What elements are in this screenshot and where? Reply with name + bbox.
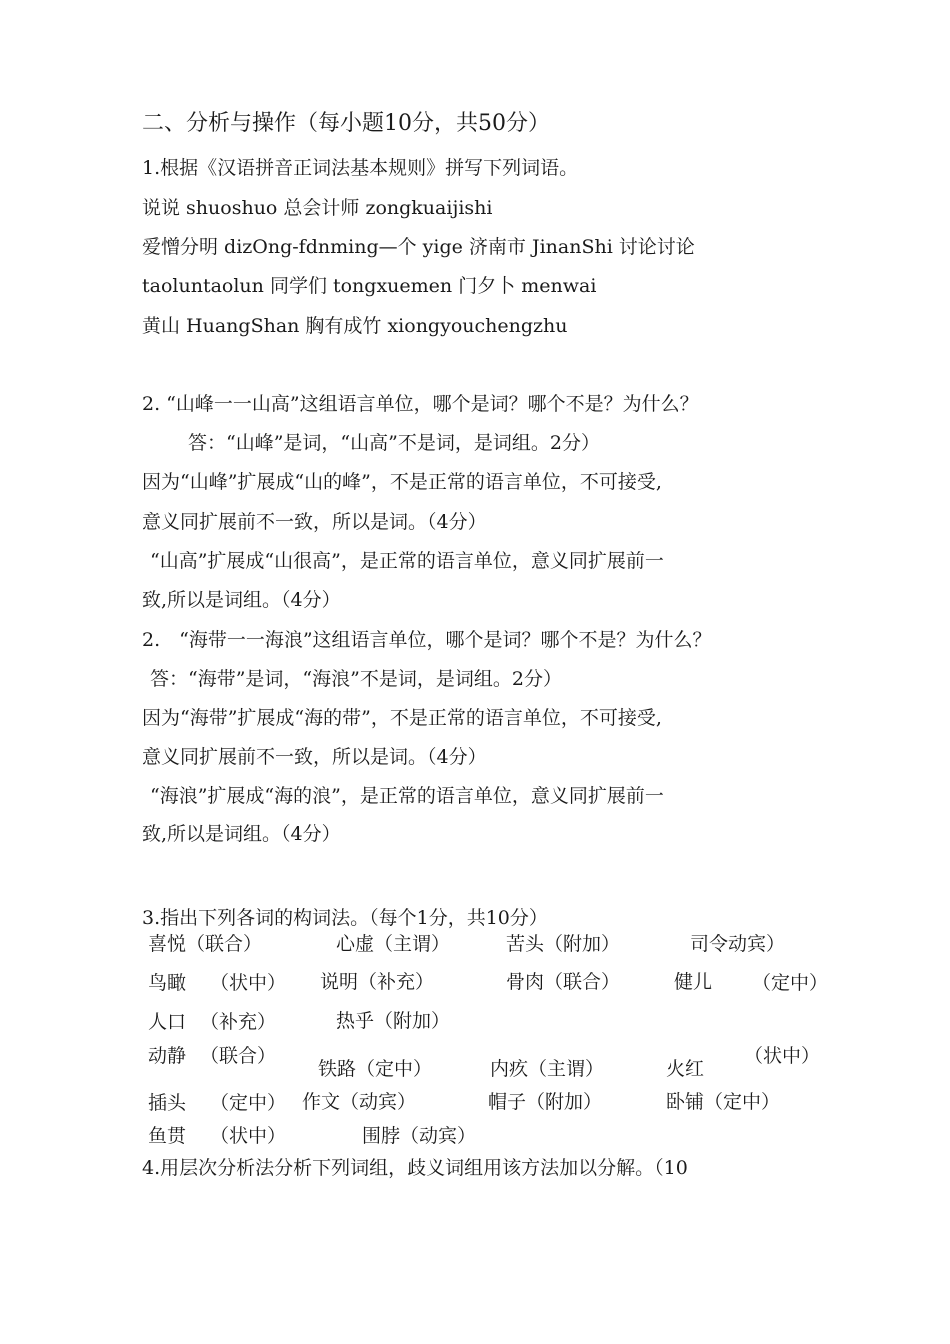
q3-cell-r3c1-word: 人口 <box>148 1011 187 1033</box>
q3-cell-r2c4-word: 健儿 <box>674 971 713 993</box>
q2a-answer: 答：“山峰”是词，“山高”不是词，是词组。2分） <box>188 432 600 454</box>
q2a-reason-1: 因为“山峰”扩展成“山的峰”，不是正常的语言单位，不可接受, <box>142 471 662 493</box>
q3-cell-r6c1-word: 鱼贯 <box>148 1125 187 1147</box>
q3-cell-r2c3: 骨肉（联合） <box>506 971 621 993</box>
q3-cell-r4c4-type: （状中） <box>744 1045 821 1067</box>
q3-cell-r5c4: 卧铺（定中） <box>666 1091 781 1113</box>
q3-cell-r6c2: 围脖（动宾） <box>362 1125 477 1147</box>
q3-cell-r2c1-word: 鸟瞰 <box>148 972 187 994</box>
q2b-reason-1: 因为“海带”扩展成“海的带”，不是正常的语言单位，不可接受, <box>142 707 662 729</box>
q3-cell-r3c1-type: （补充） <box>200 1011 277 1033</box>
q3-cell-r2c1-type: （状中） <box>210 972 287 994</box>
q3-prompt: 3.指出下列各词的构词法。（每个1分，共10分） <box>142 907 548 929</box>
q3-cell-r5c2: 作文（动宾） <box>302 1091 417 1113</box>
q3-cell-r1c2: 心虚（主谓） <box>336 933 451 955</box>
q2b-reason-2: “海浪”扩展成“海的浪”，是正常的语言单位，意义同扩展前一 <box>150 785 664 807</box>
q3-cell-r4c1-word: 动静 <box>148 1045 187 1067</box>
q3-cell-r5c1-type: （定中） <box>210 1092 287 1114</box>
q1-prompt: 1.根据《汉语拼音正词法基本规则》拼写下列词语。 <box>142 157 579 179</box>
q3-cell-r5c1-word: 插头 <box>148 1092 187 1114</box>
q2a-reason-2-cont: 致,所以是词组。（4分） <box>142 589 341 611</box>
q2b-reason-1-cont: 意义同扩展前不一致，所以是词。（4分） <box>142 746 487 768</box>
q2a-prompt: 2. “山峰一一山高”这组语言单位，哪个是词？哪个不是？为什么？ <box>142 393 699 415</box>
q3-cell-r2c4-type: （定中） <box>752 972 829 994</box>
q3-cell-r1c3: 苦头（附加） <box>506 933 621 955</box>
q1-line-4: 黄山 HuangShan 胸有成竹 xiongyouchengzhu <box>142 315 568 337</box>
q2b-answer: 答：“海带”是词，“海浪”不是词，是词组。2分） <box>150 668 562 690</box>
q2b-prompt: 2. “海带一一海浪”这组语言单位，哪个是词？哪个不是？为什么？ <box>142 629 712 651</box>
section-title: 二、分析与操作（每小题10分，共50分） <box>142 111 550 136</box>
q3-cell-r4c1-type: （联合） <box>200 1045 277 1067</box>
q1-line-3: taoluntaolun 同学们 tongxuemen 门夕卜 menwai <box>142 275 597 297</box>
q2a-reason-2: “山高”扩展成“山很高”，是正常的语言单位，意义同扩展前一 <box>150 550 664 572</box>
q3-cell-r4c3: 内疚（主谓） <box>490 1058 605 1080</box>
q3-cell-r6c1-type: （状中） <box>210 1125 287 1147</box>
q2a-reason-1-cont: 意义同扩展前不一致，所以是词。（4分） <box>142 511 487 533</box>
q3-cell-r1c4: 司令动宾） <box>690 933 786 955</box>
q3-cell-r1c1: 喜悦（联合） <box>148 933 263 955</box>
q3-cell-r4c4-word: 火红 <box>666 1058 705 1080</box>
q3-cell-r3c2: 热乎（附加） <box>336 1010 451 1032</box>
q1-line-2: 爱憎分明 dizOng-fdnming—个 yige 济南市 JinanShi 讨论讨论 <box>142 236 695 258</box>
q1-line-1: 说说 shuoshuo 总会计师 zongkuaijishi <box>142 197 493 219</box>
q3-cell-r4c2: 铁路（定中） <box>318 1058 433 1080</box>
q4-prompt: 4.用层次分析法分析下列词组，歧义词组用该方法加以分解。（10 <box>142 1157 688 1179</box>
q3-cell-r2c2: 说明（补充） <box>320 971 435 993</box>
q2b-reason-2-cont: 致,所以是词组。（4分） <box>142 823 341 845</box>
q3-cell-r5c3: 帽子（附加） <box>488 1091 603 1113</box>
